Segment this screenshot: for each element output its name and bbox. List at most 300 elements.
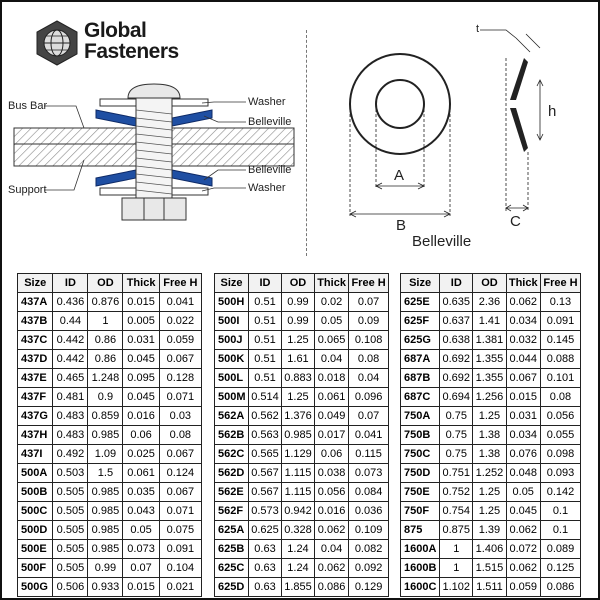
size-cell: 687C [401, 388, 440, 407]
brand-name [84, 20, 179, 62]
value-cell: 0.638 [440, 331, 473, 350]
value-cell: 0.061 [314, 388, 348, 407]
size-cell: 625B [215, 540, 249, 559]
value-cell: 0.51 [249, 293, 282, 312]
value-cell: 0.567 [249, 483, 282, 502]
value-cell: 0.99 [281, 312, 314, 331]
value-cell: 0.05 [506, 483, 540, 502]
value-cell: 0.08 [540, 388, 580, 407]
value-cell: 0.025 [123, 445, 159, 464]
value-cell: 0.1 [540, 521, 580, 540]
value-cell: 0.563 [249, 426, 282, 445]
value-cell: 0.09 [349, 312, 389, 331]
table-row [215, 388, 389, 407]
table-row [401, 483, 581, 502]
belleville-bottom-label: Belleville [248, 164, 292, 176]
table-row [215, 559, 389, 578]
value-cell: 0.035 [123, 483, 159, 502]
size-cell: 500A [18, 464, 53, 483]
value-cell: 1.41 [473, 312, 506, 331]
value-cell: 0.145 [540, 331, 580, 350]
table-row [401, 540, 581, 559]
table-row [18, 578, 202, 597]
size-cell: 500I [215, 312, 249, 331]
value-cell: 0.51 [249, 350, 282, 369]
size-cell: 562D [215, 464, 249, 483]
value-cell: 0.056 [540, 407, 580, 426]
table-row [401, 445, 581, 464]
value-cell: 1.09 [88, 445, 123, 464]
value-cell: 1.355 [473, 369, 506, 388]
size-cell: 437A [18, 293, 53, 312]
value-cell: 0.44 [53, 312, 88, 331]
size-cell: 750D [401, 464, 440, 483]
value-cell: 1.38 [473, 445, 506, 464]
value-cell: 0.86 [88, 350, 123, 369]
value-cell: 0.9 [88, 388, 123, 407]
value-cell: 0.067 [506, 369, 540, 388]
table-row [18, 502, 202, 521]
screw-head [128, 84, 180, 98]
value-cell: 0.99 [88, 559, 123, 578]
value-cell: 1.129 [281, 445, 314, 464]
value-cell: 0.752 [440, 483, 473, 502]
size-cell: 750A [401, 407, 440, 426]
value-cell: 0.985 [88, 426, 123, 445]
column-header: Size [401, 274, 440, 293]
size-cell: 1600B [401, 559, 440, 578]
size-cell: 437C [18, 331, 53, 350]
size-cell: 500D [18, 521, 53, 540]
column-header: Thick [506, 274, 540, 293]
table-row [401, 369, 581, 388]
size-cell: 1600C [401, 578, 440, 597]
table-row [18, 445, 202, 464]
support-right [172, 144, 294, 166]
value-cell: 0.05 [123, 521, 159, 540]
value-cell: 0.034 [506, 426, 540, 445]
value-cell: 1 [440, 540, 473, 559]
size-cell: 625G [401, 331, 440, 350]
value-cell: 1.102 [440, 578, 473, 597]
column-header: ID [53, 274, 88, 293]
support-left [14, 144, 136, 166]
dim-t-label: t [476, 23, 480, 35]
value-cell: 0.086 [540, 578, 580, 597]
value-cell: 0.99 [281, 293, 314, 312]
value-cell: 1.406 [473, 540, 506, 559]
value-cell: 0.08 [159, 426, 201, 445]
value-cell: 1.515 [473, 559, 506, 578]
value-cell: 0.985 [281, 426, 314, 445]
column-header: Size [215, 274, 249, 293]
value-cell: 0.032 [506, 331, 540, 350]
value-cell: 0.073 [349, 464, 389, 483]
size-cell: 750E [401, 483, 440, 502]
value-cell: 0.034 [506, 312, 540, 331]
hex-globe-icon [34, 20, 80, 66]
table-row [18, 350, 202, 369]
table-header-row [215, 274, 389, 293]
value-cell: 0.08 [349, 350, 389, 369]
table-row [401, 312, 581, 331]
size-cell: 437G [18, 407, 53, 426]
value-cell: 0.022 [159, 312, 201, 331]
table-row [18, 331, 202, 350]
table-row [401, 388, 581, 407]
value-cell: 0.076 [506, 445, 540, 464]
value-cell: 0.04 [314, 350, 348, 369]
value-cell: 0.07 [123, 559, 159, 578]
value-cell: 0.067 [159, 483, 201, 502]
value-cell: 0.089 [540, 540, 580, 559]
washer-inner-circle [376, 80, 424, 128]
table-row [18, 559, 202, 578]
value-cell: 0.505 [53, 559, 88, 578]
table-row [215, 350, 389, 369]
value-cell: 0.637 [440, 312, 473, 331]
column-header: OD [473, 274, 506, 293]
size-cell: 562A [215, 407, 249, 426]
value-cell: 1.855 [281, 578, 314, 597]
size-cell: 437F [18, 388, 53, 407]
value-cell: 0.04 [349, 369, 389, 388]
value-cell: 1.355 [473, 350, 506, 369]
bus-bar-left [14, 128, 136, 144]
value-cell: 0.483 [53, 407, 88, 426]
table-header-row [18, 274, 202, 293]
value-cell: 0.03 [159, 407, 201, 426]
size-cell: 437H [18, 426, 53, 445]
value-cell: 0.13 [540, 293, 580, 312]
value-cell: 0.125 [540, 559, 580, 578]
value-cell: 0.071 [159, 388, 201, 407]
column-header: Thick [123, 274, 159, 293]
value-cell: 0.1 [540, 502, 580, 521]
size-cell: 500E [18, 540, 53, 559]
value-cell: 0.071 [159, 502, 201, 521]
value-cell: 1.25 [281, 388, 314, 407]
value-cell: 0.045 [506, 502, 540, 521]
value-cell: 0.436 [53, 293, 88, 312]
column-header: Free H [159, 274, 201, 293]
size-cell: 750C [401, 445, 440, 464]
value-cell: 0.505 [53, 540, 88, 559]
value-cell: 0.483 [53, 426, 88, 445]
table-row [401, 578, 581, 597]
value-cell: 0.985 [88, 483, 123, 502]
value-cell: 1.61 [281, 350, 314, 369]
value-cell: 0.049 [314, 407, 348, 426]
spec-table-3 [400, 273, 581, 597]
value-cell: 1.25 [281, 331, 314, 350]
bottom-belleville-left [96, 170, 136, 186]
value-cell: 1 [440, 559, 473, 578]
table-row [18, 312, 202, 331]
value-cell: 0.505 [53, 521, 88, 540]
value-cell: 0.04 [314, 540, 348, 559]
belleville-top-label: Belleville [248, 116, 292, 128]
size-cell: 500L [215, 369, 249, 388]
table-row [401, 350, 581, 369]
value-cell: 0.065 [314, 331, 348, 350]
table-row [215, 331, 389, 350]
value-cell: 0.062 [314, 521, 348, 540]
value-cell: 0.016 [314, 502, 348, 521]
table-header-row [401, 274, 581, 293]
value-cell: 0.692 [440, 369, 473, 388]
value-cell: 0.506 [53, 578, 88, 597]
value-cell: 0.51 [249, 331, 282, 350]
table-row [18, 407, 202, 426]
nut [122, 198, 186, 220]
value-cell: 0.465 [53, 369, 88, 388]
value-cell: 1.25 [473, 502, 506, 521]
value-cell: 0.567 [249, 464, 282, 483]
table-row [215, 483, 389, 502]
value-cell: 0.625 [249, 521, 282, 540]
value-cell: 0.056 [314, 483, 348, 502]
value-cell: 0.017 [314, 426, 348, 445]
washer-profile-lower [510, 108, 528, 152]
value-cell: 0.985 [88, 540, 123, 559]
value-cell: 0.062 [506, 293, 540, 312]
value-cell: 0.031 [506, 407, 540, 426]
value-cell: 0.061 [123, 464, 159, 483]
value-cell: 0.63 [249, 578, 282, 597]
value-cell: 0.084 [349, 483, 389, 502]
column-header: Free H [349, 274, 389, 293]
table-row [18, 464, 202, 483]
bottom-washer-right [172, 188, 208, 195]
value-cell: 1 [88, 312, 123, 331]
bottom-belleville-right [172, 170, 212, 186]
table-row [401, 331, 581, 350]
size-cell: 687B [401, 369, 440, 388]
spec-table-2 [214, 273, 389, 597]
washer-profile-upper [510, 58, 528, 100]
value-cell: 0.045 [123, 350, 159, 369]
size-cell: 562B [215, 426, 249, 445]
section-divider [306, 30, 308, 256]
column-header: OD [281, 274, 314, 293]
table-row [215, 540, 389, 559]
table-row [215, 312, 389, 331]
spec-table-1 [17, 273, 202, 597]
table-row [401, 559, 581, 578]
value-cell: 1.381 [473, 331, 506, 350]
table-row [215, 426, 389, 445]
value-cell: 0.055 [540, 426, 580, 445]
table-row [18, 426, 202, 445]
top-washer-left [100, 99, 136, 106]
value-cell: 0.86 [88, 331, 123, 350]
value-cell: 0.63 [249, 559, 282, 578]
value-cell: 0.016 [123, 407, 159, 426]
value-cell: 0.985 [88, 502, 123, 521]
value-cell: 1.25 [473, 483, 506, 502]
value-cell: 0.075 [159, 521, 201, 540]
value-cell: 0.095 [123, 369, 159, 388]
value-cell: 0.098 [540, 445, 580, 464]
value-cell: 0.876 [88, 293, 123, 312]
value-cell: 0.75 [440, 426, 473, 445]
table-row [18, 293, 202, 312]
size-cell: 437B [18, 312, 53, 331]
table-row [215, 502, 389, 521]
value-cell: 1.39 [473, 521, 506, 540]
value-cell: 0.129 [349, 578, 389, 597]
size-cell: 625C [215, 559, 249, 578]
table-row [401, 464, 581, 483]
value-cell: 0.503 [53, 464, 88, 483]
size-cell: 500K [215, 350, 249, 369]
size-cell: 562C [215, 445, 249, 464]
value-cell: 0.073 [123, 540, 159, 559]
brand-line1: Global [84, 19, 147, 42]
value-cell: 0.062 [506, 521, 540, 540]
value-cell: 0.505 [53, 502, 88, 521]
value-cell: 0.06 [123, 426, 159, 445]
value-cell: 1.248 [88, 369, 123, 388]
column-header: ID [440, 274, 473, 293]
size-cell: 437E [18, 369, 53, 388]
value-cell: 0.06 [314, 445, 348, 464]
value-cell: 0.883 [281, 369, 314, 388]
table-row [215, 369, 389, 388]
table-row [18, 483, 202, 502]
value-cell: 1.115 [281, 464, 314, 483]
value-cell: 0.75 [440, 445, 473, 464]
value-cell: 0.082 [349, 540, 389, 559]
table-row [18, 369, 202, 388]
value-cell: 0.128 [159, 369, 201, 388]
value-cell: 0.573 [249, 502, 282, 521]
value-cell: 0.635 [440, 293, 473, 312]
value-cell: 2.36 [473, 293, 506, 312]
value-cell: 0.142 [540, 483, 580, 502]
value-cell: 0.091 [159, 540, 201, 559]
size-cell: 562E [215, 483, 249, 502]
value-cell: 0.492 [53, 445, 88, 464]
size-cell: 625D [215, 578, 249, 597]
value-cell: 0.015 [123, 293, 159, 312]
value-cell: 0.041 [349, 426, 389, 445]
value-cell: 1.38 [473, 426, 506, 445]
value-cell: 0.005 [123, 312, 159, 331]
brand-line2: Fasteners [84, 40, 179, 63]
size-cell: 500F [18, 559, 53, 578]
washer-bottom-label: Washer [248, 182, 286, 194]
size-cell: 625F [401, 312, 440, 331]
value-cell: 0.985 [88, 521, 123, 540]
table-row [215, 293, 389, 312]
value-cell: 0.093 [540, 464, 580, 483]
value-cell: 0.086 [314, 578, 348, 597]
table-row [401, 293, 581, 312]
belleville-drawing [330, 20, 590, 260]
value-cell: 0.092 [349, 559, 389, 578]
dim-c-label: C [510, 213, 521, 230]
value-cell: 1.24 [281, 559, 314, 578]
table-row [215, 407, 389, 426]
column-header: OD [88, 274, 123, 293]
bus-bar-label: Bus Bar [8, 100, 48, 112]
top-belleville-right [172, 110, 212, 126]
size-cell: 437I [18, 445, 53, 464]
value-cell: 1.252 [473, 464, 506, 483]
top-washer-right [172, 99, 208, 106]
size-cell: 625E [401, 293, 440, 312]
value-cell: 0.51 [249, 369, 282, 388]
dim-h-label: h [548, 103, 557, 120]
value-cell: 0.062 [506, 559, 540, 578]
size-cell: 625A [215, 521, 249, 540]
column-header: Size [18, 274, 53, 293]
value-cell: 0.328 [281, 521, 314, 540]
value-cell: 0.101 [540, 369, 580, 388]
size-cell: 500G [18, 578, 53, 597]
dim-b-label: B [396, 217, 407, 234]
table-row [18, 521, 202, 540]
dim-a-label: A [394, 167, 405, 184]
size-cell: 875 [401, 521, 440, 540]
size-cell: 562F [215, 502, 249, 521]
value-cell: 0.067 [159, 350, 201, 369]
value-cell: 0.442 [53, 331, 88, 350]
value-cell: 0.045 [123, 388, 159, 407]
size-cell: 500M [215, 388, 249, 407]
value-cell: 0.565 [249, 445, 282, 464]
value-cell: 0.044 [506, 350, 540, 369]
bus-bar-right [172, 128, 294, 144]
support-label: Support [8, 184, 47, 196]
value-cell: 0.514 [249, 388, 282, 407]
value-cell: 1.24 [281, 540, 314, 559]
value-cell: 1.511 [473, 578, 506, 597]
value-cell: 0.07 [349, 293, 389, 312]
value-cell: 1.256 [473, 388, 506, 407]
value-cell: 0.05 [314, 312, 348, 331]
table-row [401, 407, 581, 426]
value-cell: 0.505 [53, 483, 88, 502]
table-row [401, 502, 581, 521]
value-cell: 0.059 [506, 578, 540, 597]
value-cell: 0.51 [249, 312, 282, 331]
value-cell: 1.115 [281, 483, 314, 502]
value-cell: 0.072 [506, 540, 540, 559]
value-cell: 0.442 [53, 350, 88, 369]
column-header: Thick [314, 274, 348, 293]
value-cell: 0.124 [159, 464, 201, 483]
table-row [215, 578, 389, 597]
size-cell: 1600A [401, 540, 440, 559]
size-cell: 500J [215, 331, 249, 350]
value-cell: 0.942 [281, 502, 314, 521]
value-cell: 0.031 [123, 331, 159, 350]
value-cell: 1.376 [281, 407, 314, 426]
table-row [401, 521, 581, 540]
value-cell: 0.481 [53, 388, 88, 407]
value-cell: 0.018 [314, 369, 348, 388]
value-cell: 0.859 [88, 407, 123, 426]
top-belleville-left [96, 110, 136, 126]
value-cell: 0.754 [440, 502, 473, 521]
belleville-title: Belleville [412, 233, 472, 250]
value-cell: 0.091 [540, 312, 580, 331]
size-cell: 500B [18, 483, 53, 502]
value-cell: 0.933 [88, 578, 123, 597]
